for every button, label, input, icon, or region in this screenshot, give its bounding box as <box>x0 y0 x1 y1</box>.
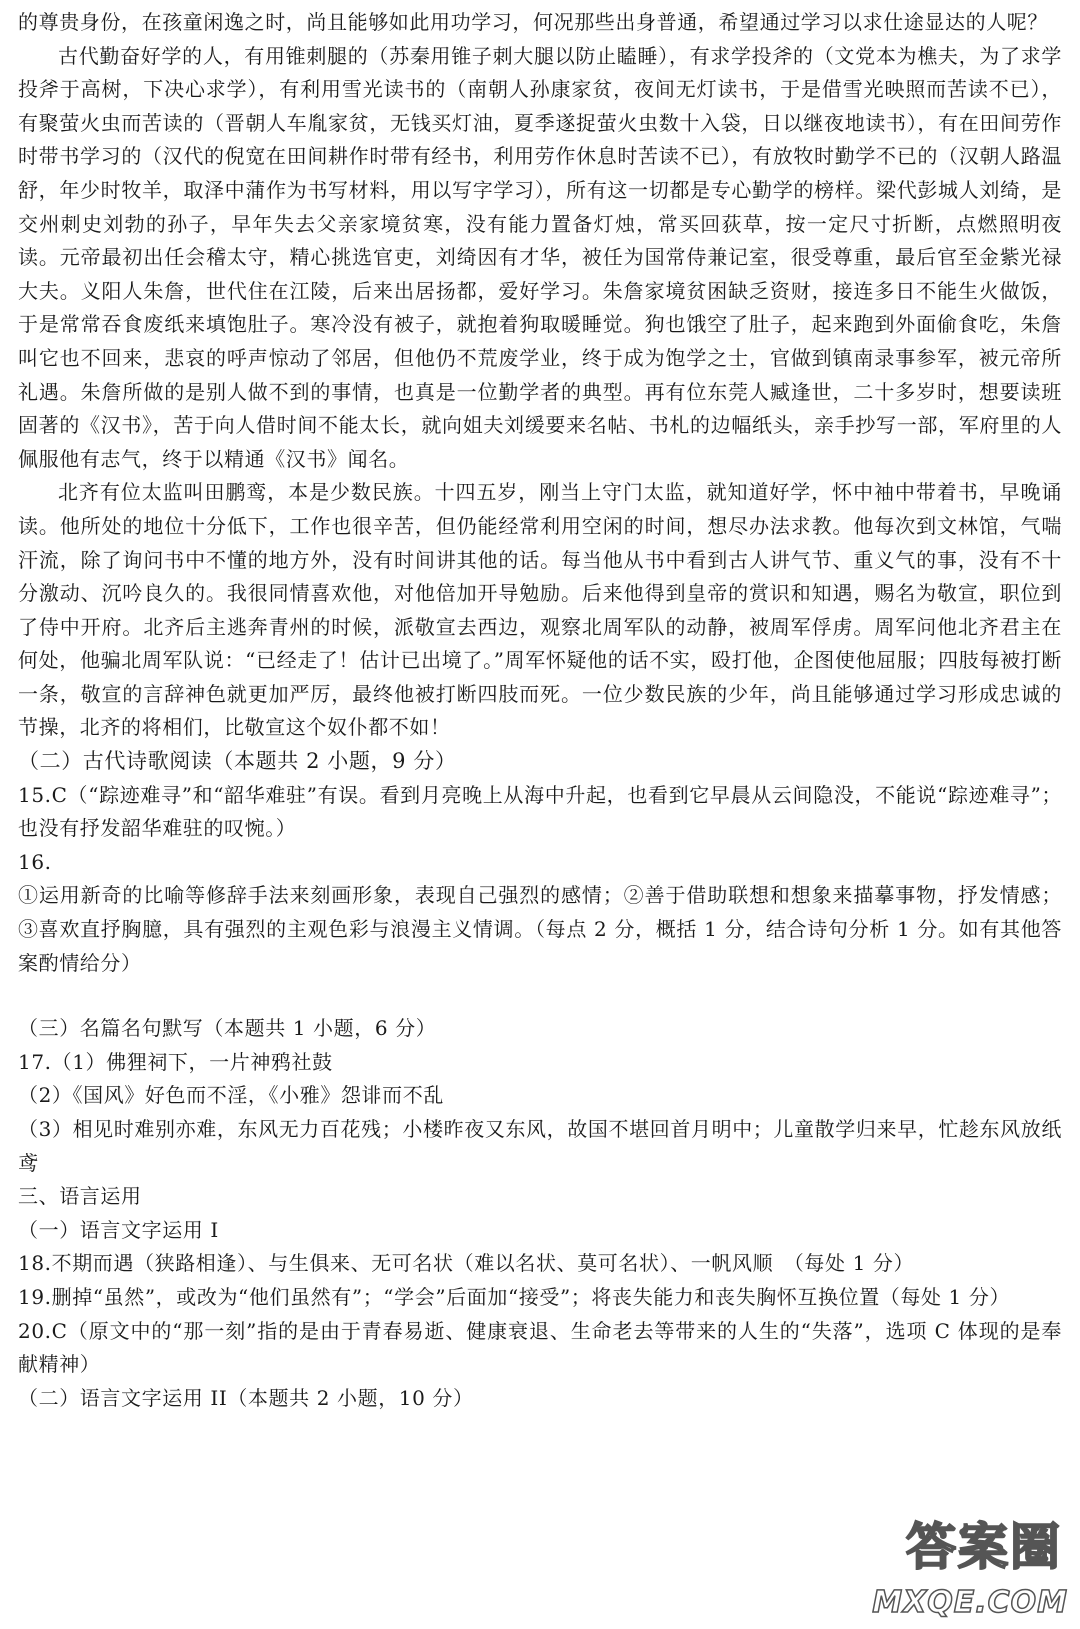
answer-q16-number: 16. <box>18 849 52 874</box>
watermark-domain-text: MXQE.COM <box>872 1585 1068 1620</box>
answer-q17-2: （2）《国风》好色而不淫，《小雅》怨诽而不乱 <box>18 1083 444 1108</box>
section-heading-language: 三、语言运用 <box>18 1184 142 1209</box>
answer-q15: 15.C（“踪迹难寻”和“韶华难驻”有误。看到月亮晚上从海中升起，也看到它早晨从云间隐没，不能说“踪迹难寻”；也没有抒发韶华难驻的叹惋。） <box>18 782 1062 841</box>
answer-q16: ①运用新奇的比喻等修辞手法来刻画形象，表现自己强烈的感情；②善于借助联想和想象来描摹事物，抒发情感；③喜欢直抒胸臆，具有强烈的主观色彩与浪漫主义情调。（每点 2 分，概括 1 分，结合诗句分析 1 分。如有其他答案酌情给分） <box>18 883 1062 975</box>
paragraph-tian-pengluan: 北齐有位太监叫田鹏鸾，本是少数民族。十四五岁，刚当上守门太监，就知道好学，怀中袖中带着书，早晚诵读。他所处的地位十分低下，工作也很辛苦，但仍能经常利用空闲的时间，想尽办法求教。他每次到文林馆，气喘汗流，除了询问书中不懂的地方外，没有时间讲其他的话。每当他从书中看到古人讲气节、重义气的事，没有不十分激动、沉吟良久的。我很同情喜欢他，对他倍加开导勉励。后来他得到皇帝的赏识和知遇，赐名为敬宣，职位到了侍中开府。北齐后主逃奔青州的时候，派敬宣去西边，观察北周军队的动静，被周军俘虏。周军问他北齐君主在何处，他骗北周军队说：“已经走了！估计已出境了。”周军怀疑他的话不实，殴打他，企图使他屈服；四肢每被打断一条，敬宣的言辞神色就更加严厉，最终他被打断四肢而死。一位少数民族的少年，尚且能够通过学习形成忠诚的节操，北齐的将相们，比敬宣这个奴仆都不如！ <box>18 480 1062 740</box>
answer-q19: 19.删掉“虽然”，或改为“他们虽然有”；“学会”后面加“接受”；将丧失能力和丧失胸怀互换位置（每处 1 分） <box>18 1284 1011 1309</box>
watermark-logo-text: 答案圈 <box>906 1518 1062 1576</box>
site-watermark <box>872 1517 1068 1625</box>
answer-q18: 18.不期而遇（狭路相逢）、与生俱来、无可名状（难以名状、莫可名状）、一帆风顺 （每处 1 分） <box>18 1251 915 1276</box>
subsection-heading-language-1: （一）语言文字运用 I <box>18 1217 219 1242</box>
paragraph-diligent-scholars: 古代勤奋好学的人，有用锥刺腿的（苏秦用锥子刺大腿以防止瞌睡），有求学投斧的（文党本为樵夫，为了求学投斧于高树，下决心求学），有利用雪光读书的（南朝人孙康家贫，夜间无灯读书，于是借雪光映照而苦读不已），有聚萤火虫而苦读的（晋朝人车胤家贫，无钱买灯油，夏季遂捉萤火虫数十入袋，日以继夜地读书），有在田间劳作时带书学习的（汉代的倪宽在田间耕作时带有经书，利用劳作休息时苦读不已），有放牧时勤学不已的（汉朝人路温舒，年少时牧羊，取泽中蒲作为书写材料，用以写字学习），所有这一切都是专心勤学的榜样。梁代彭城人刘绮，是交州刺史刘勃的孙子，早年失去父亲家境贫寒，没有能力置备灯烛，常买回荻草，按一定尺寸折断，点燃照明夜读。元帝最初出任会稽太守，精心挑选官吏，刘绮因有才华，被任为国常侍兼记室，很受尊重，最后官至金紫光禄大夫。义阳人朱詹，世代住在江陵，后来出居扬都，爱好学习。朱詹家境贫困缺乏资财，接连多日不能生火做饭，于是常常吞食废纸来填饱肚子。寒冷没有被子，就抱着狗取暖睡觉。狗也饿空了肚子，起来跑到外面偷食吃，朱詹叫它也不回来，悲哀的呼声惊动了邻居，但他仍不荒废学业，终于成为饱学之士，官做到镇南录事参军，被元帝所礼遇。朱詹所做的是别人做不到的事情，也真是一位勤学者的典型。再有位东莞人臧逢世，二十多岁时，想要读班固著的《汉书》，苦于向人借时间不能太长，就向姐夫刘缓要来名帖、书札的边幅纸头，亲手抄写一部，军府里的人佩服他有志气，终于以精通《汉书》闻名。 <box>18 43 1062 471</box>
answer-q17-3: （3）相见时难别亦难，东风无力百花残；小楼昨夜又东风，故国不堪回首月明中；儿童散学归来早，忙趁东风放纸鸢 <box>18 1117 1062 1175</box>
answer-q17-1: 17.（1）佛狸祠下，一片神鸦社鼓 <box>18 1049 333 1074</box>
section-heading-poetry: （二）古代诗歌阅读（本题共 2 小题，9 分） <box>18 749 457 774</box>
subsection-heading-language-2: （二）语言文字运用 II（本题共 2 小题，10 分） <box>18 1385 474 1410</box>
blank-spacer <box>18 980 1062 1012</box>
answer-q20: 20.C（原文中的“那一刻”指的是由于青春易逝、健康衰退、生命老去等带来的人生的“失落”，选项 C 体现的是奉献精神） <box>18 1318 1062 1377</box>
document-page <box>18 6 1062 1415</box>
section-heading-dictation: （三）名篇名句默写（本题共 1 小题，6 分） <box>18 1016 437 1041</box>
paragraph-intro-continuation: 的尊贵身份，在孩童闲逸之时，尚且能够如此用功学习，何况那些出身普通，希望通过学习以求仕途显达的人呢？ <box>18 10 1048 34</box>
